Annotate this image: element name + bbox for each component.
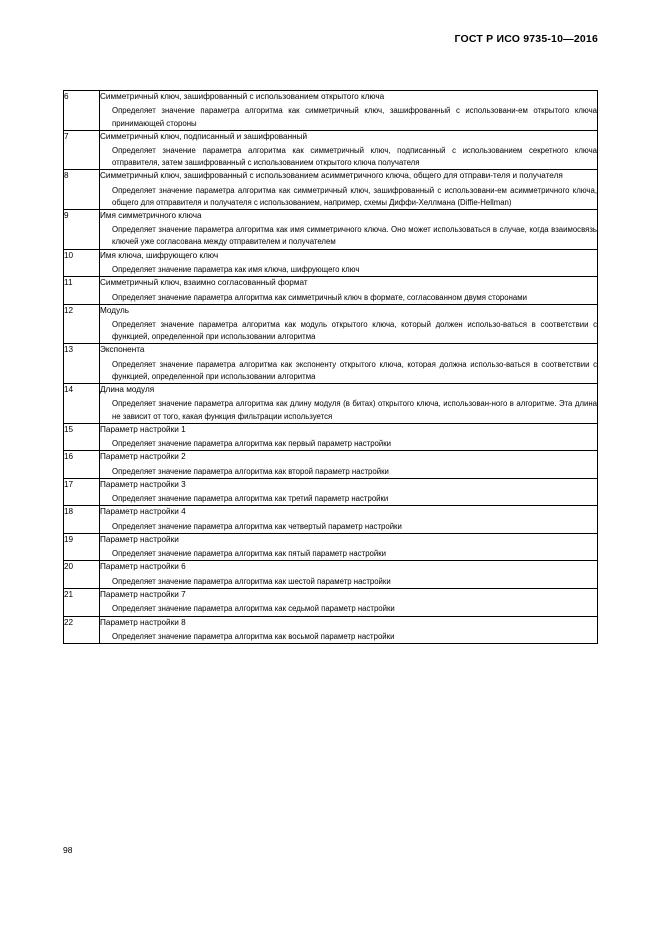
row-term: Имя ключа, шифрующего ключ (100, 250, 219, 260)
row-term: Параметр настройки 4 (100, 507, 186, 517)
row-number-cell: 13 (64, 344, 100, 384)
row-number-cell: 19 (64, 533, 100, 561)
row-number-cell: 11 (64, 277, 100, 305)
row-number-cell: 15 (64, 423, 100, 451)
row-definition: Определяет значение параметра алгоритма как длину модуля (в битах) открытого ключа, использован-ного в алгоритме. Эта длина не зависит от того, какая функция фильтрации используется (112, 399, 597, 421)
row-number-cell: 17 (64, 478, 100, 506)
table-row (64, 344, 598, 384)
row-content-cell (100, 506, 598, 534)
row-content-cell (100, 616, 598, 644)
row-number-cell: 21 (64, 588, 100, 616)
row-definition: Определяет значение параметра алгоритма как модуль открытого ключа, который должен использо-ваться в соответствии с функцией, определенной при использовании алгоритма (112, 320, 597, 342)
table-row (64, 588, 598, 616)
document-standard-header: ГОСТ Р ИСО 9735-10—2016 (454, 33, 598, 45)
row-definition: Определяет значение параметра алгоритма как имя симметричного ключа. Оно может использоваться в случае, когда взаимосвязь ключей уже согласована между отправителем и получателем (112, 225, 597, 247)
row-number-cell: 10 (64, 249, 100, 277)
definitions-table (63, 90, 598, 644)
row-definition: Определяет значение параметра алгоритма как пятый параметр настройки (112, 549, 386, 559)
row-content-cell (100, 130, 598, 170)
row-definition: Определяет значение параметра алгоритма как первый параметр настройки (112, 439, 392, 449)
row-definition: Определяет значение параметра алгоритма как экспоненту открытого ключа, которая должна использо-ваться в соответствии с функцией, определенной при использовании алгоритма (112, 359, 597, 381)
row-number-cell: 14 (64, 383, 100, 423)
row-definition: Определяет значение параметра как имя ключа, шифрующего ключ (112, 265, 360, 275)
row-number-cell: 9 (64, 209, 100, 249)
row-definition: Определяет значение параметра алгоритма как шестой параметр настройки (112, 576, 391, 586)
row-number-cell: 20 (64, 561, 100, 589)
row-term: Параметр настройки 8 (100, 617, 186, 627)
row-content-cell (100, 304, 598, 344)
row-term: Параметр настройки 3 (100, 479, 186, 489)
row-term: Симметричный ключ, зашифрованный с использованием открытого ключа (100, 92, 385, 101)
row-term: Параметр настройки 2 (100, 452, 186, 462)
row-term: Симметричный ключ, зашифрованный с использованием асимметричного ключа, общего для отправи-теля и получателя (100, 171, 563, 181)
definitions-table-body (64, 91, 598, 644)
row-content-cell (100, 344, 598, 384)
row-term: Симметричный ключ, подписанный и зашифрованный (100, 131, 308, 141)
row-definition: Определяет значение параметра алгоритма как четвертый параметр настройки (112, 521, 402, 531)
row-term: Параметр настройки 6 (100, 562, 186, 572)
page-number: 98 (63, 845, 73, 855)
row-term: Длина модуля (100, 384, 155, 394)
row-definition: Определяет значение параметра алгоритма как симметричный ключ, зашифрованный с использовани-ем открытого ключа принимающей стороны (112, 106, 597, 128)
row-content-cell (100, 451, 598, 479)
table-row (64, 304, 598, 344)
row-number-cell: 6 (64, 91, 100, 131)
row-term: Имя симметричного ключа (100, 210, 202, 220)
row-definition: Определяет значение параметра алгоритма как восьмой параметр настройки (112, 632, 395, 642)
row-number-cell: 12 (64, 304, 100, 344)
row-definition: Определяет значение параметра алгоритма как симметричный ключ, подписанный с использованием секретного ключа отправителя, затем зашифрованный с использованием открытого ключа получателя (112, 146, 597, 168)
table-row (64, 209, 598, 249)
table-row (64, 561, 598, 589)
row-content-cell (100, 588, 598, 616)
table-row (64, 616, 598, 644)
row-definition: Определяет значение параметра алгоритма как второй параметр настройки (112, 466, 389, 476)
row-term: Симметричный ключ, взаимно согласованный формат (100, 278, 308, 288)
row-content-cell (100, 91, 598, 131)
row-content-cell (100, 249, 598, 277)
table-row (64, 383, 598, 423)
row-definition: Определяет значение параметра алгоритма как симметричный ключ, зашифрованный с использовани-ем асимметричного ключа, общего для отправителя и получателя с использованием, например, схемы Диффи-Хеллмана (Diffie-Hellman) (112, 185, 597, 207)
row-content-cell (100, 170, 598, 210)
row-number-cell: 16 (64, 451, 100, 479)
row-number-cell: 18 (64, 506, 100, 534)
row-definition: Определяет значение параметра алгоритма как седьмой параметр настройки (112, 604, 395, 614)
row-term: Модуль (100, 305, 130, 315)
row-number-cell: 22 (64, 616, 100, 644)
row-term: Экспонента (100, 345, 145, 355)
table-row (64, 533, 598, 561)
row-content-cell (100, 423, 598, 451)
table-row (64, 130, 598, 170)
row-definition: Определяет значение параметра алгоритма как симметричный ключ в формате, согласованном двумя сторонами (112, 292, 527, 302)
table-row (64, 170, 598, 210)
table-row (64, 277, 598, 305)
row-term: Параметр настройки 7 (100, 589, 186, 599)
row-number-cell: 8 (64, 170, 100, 210)
row-definition: Определяет значение параметра алгоритма как третий параметр настройки (112, 494, 389, 504)
row-content-cell (100, 561, 598, 589)
row-term: Параметр настройки 1 (100, 424, 186, 434)
definitions-table-container (63, 90, 598, 644)
table-row (64, 451, 598, 479)
row-content-cell (100, 209, 598, 249)
row-content-cell (100, 533, 598, 561)
table-row (64, 478, 598, 506)
row-number-cell: 7 (64, 130, 100, 170)
table-row (64, 423, 598, 451)
table-row (64, 506, 598, 534)
table-row (64, 249, 598, 277)
row-content-cell (100, 277, 598, 305)
row-term: Параметр настройки (100, 534, 179, 544)
row-content-cell (100, 383, 598, 423)
table-row (64, 91, 598, 131)
row-content-cell (100, 478, 598, 506)
